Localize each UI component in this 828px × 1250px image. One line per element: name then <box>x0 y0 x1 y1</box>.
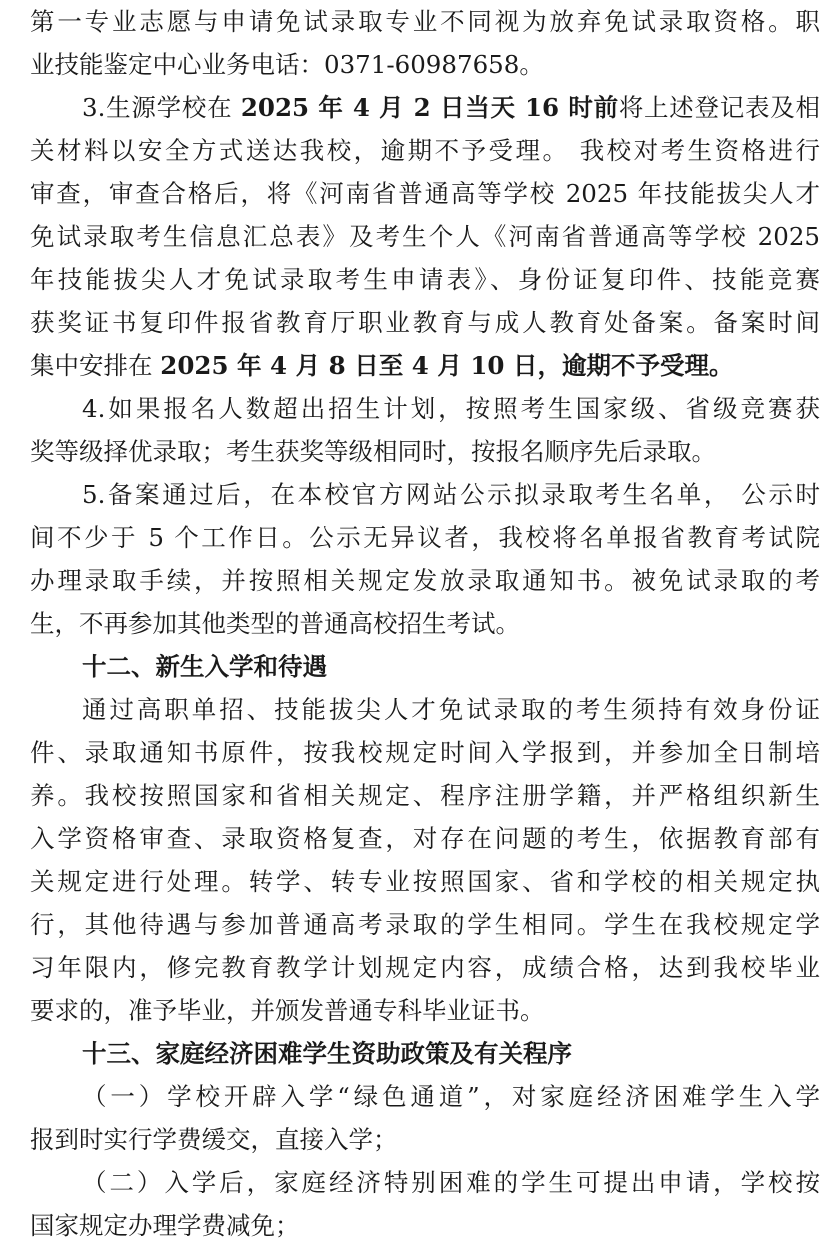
text-segment: 奖等级择优录取；考生获奖等级相同时，按报名顺序先后录取。 <box>30 437 716 466</box>
text-line <box>82 88 820 128</box>
text-line <box>30 217 820 257</box>
text-line <box>30 131 820 171</box>
text-segment: 审查，审查合格后，将《河南省普通高等学校 2025 年技能拔尖人才 <box>30 179 820 208</box>
text-segment: 入学资格审查、录取资格复查，对存在问题的考生，依据教育部有 <box>30 824 820 853</box>
section-heading <box>82 647 820 687</box>
text-segment: 业技能鉴定中心业务电话：0371-60987658。 <box>30 50 544 79</box>
text-line <box>30 905 820 945</box>
text-segment: 年技能拔尖人才免试录取考生申请表》、身份证复印件、技能竞赛 <box>30 265 820 294</box>
text-segment: 习年限内，修完教育教学计划规定内容，成绩合格，达到我校毕业 <box>30 953 820 982</box>
text-segment: 报到时实行学费缓交，直接入学； <box>30 1125 398 1154</box>
text-line <box>30 948 820 988</box>
text-line <box>82 389 820 429</box>
text-line <box>30 604 820 644</box>
text-segment: 件、录取通知书原件，按我校规定时间入学报到，并参加全日制培 <box>30 738 820 767</box>
text-line <box>82 690 820 730</box>
text-segment: 养。我校按照国家和省相关规定、程序注册学籍，并严格组织新生 <box>30 781 820 810</box>
text-segment: 免试录取考生信息汇总表》及考生个人《河南省普通高等学校 2025 <box>30 222 820 251</box>
text-segment: 将上述登记表及相 <box>618 93 820 122</box>
text-line <box>30 733 820 773</box>
text-line <box>30 1206 820 1246</box>
text-segment: 关材料以安全方式送达我校，逾期不予受理。 我校对考生资格进行 <box>30 136 820 165</box>
text-line <box>30 45 820 85</box>
text-segment: 集中安排在 <box>30 351 161 380</box>
text-segment: （二）入学后，家庭经济特别困难的学生可提出申请，学校按 <box>82 1168 820 1197</box>
text-line <box>30 174 820 214</box>
text-segment: （一）学校开辟入学“绿色通道”，对家庭经济困难学生入学 <box>82 1082 820 1111</box>
text-line <box>30 518 820 558</box>
text-segment: 国家规定办理学费减免； <box>30 1211 300 1240</box>
text-line <box>82 475 820 515</box>
text-line <box>82 1077 820 1117</box>
text-line <box>30 561 820 601</box>
text-segment: 4.如果报名人数超出招生计划，按照考生国家级、省级竞赛获 <box>82 394 820 423</box>
text-line <box>30 346 820 386</box>
text-line <box>30 303 820 343</box>
text-line <box>30 991 820 1031</box>
text-line <box>30 862 820 902</box>
text-segment-bold: 2025 年 4 月 2 日当天 16 时前 <box>240 93 619 122</box>
text-line <box>82 1163 820 1203</box>
text-line <box>30 1120 820 1160</box>
text-line <box>30 432 820 472</box>
text-line <box>30 776 820 816</box>
text-segment: 关规定进行处理。转学、转专业按照国家、省和学校的相关规定执 <box>30 867 820 896</box>
text-line <box>30 260 820 300</box>
text-line <box>30 2 820 42</box>
section-heading-text: 十二、新生入学和待遇 <box>82 652 327 681</box>
text-segment: 要求的，准予毕业，并颁发普通专科毕业证书。 <box>30 996 545 1025</box>
text-line <box>30 819 820 859</box>
text-segment: 行，其他待遇与参加普通高考录取的学生相同。学生在我校规定学 <box>30 910 820 939</box>
text-segment: 获奖证书复印件报省教育厅职业教育与成人教育处备案。备案时间 <box>30 308 820 337</box>
text-segment: 通过高职单招、技能拔尖人才免试录取的考生须持有效身份证 <box>82 695 820 724</box>
text-segment: 5.备案通过后，在本校官方网站公示拟录取考生名单， 公示时 <box>82 480 820 509</box>
section-heading-text: 十三、家庭经济困难学生资助政策及有关程序 <box>82 1039 572 1068</box>
section-heading <box>82 1034 820 1074</box>
text-segment-bold: 2025 年 4 月 8 日至 4 月 10 日，逾期不予受理。 <box>160 351 734 380</box>
text-segment: 生，不再参加其他类型的普通高校招生考试。 <box>30 609 520 638</box>
text-segment: 办理录取手续，并按照相关规定发放录取通知书。被免试录取的考 <box>30 566 820 595</box>
text-segment: 3.生源学校在 <box>82 93 241 122</box>
text-segment: 间不少于 5 个工作日。公示无异议者，我校将名单报省教育考试院 <box>30 523 820 552</box>
text-segment: 第一专业志愿与申请免试录取专业不同视为放弃免试录取资格。职 <box>30 7 820 36</box>
